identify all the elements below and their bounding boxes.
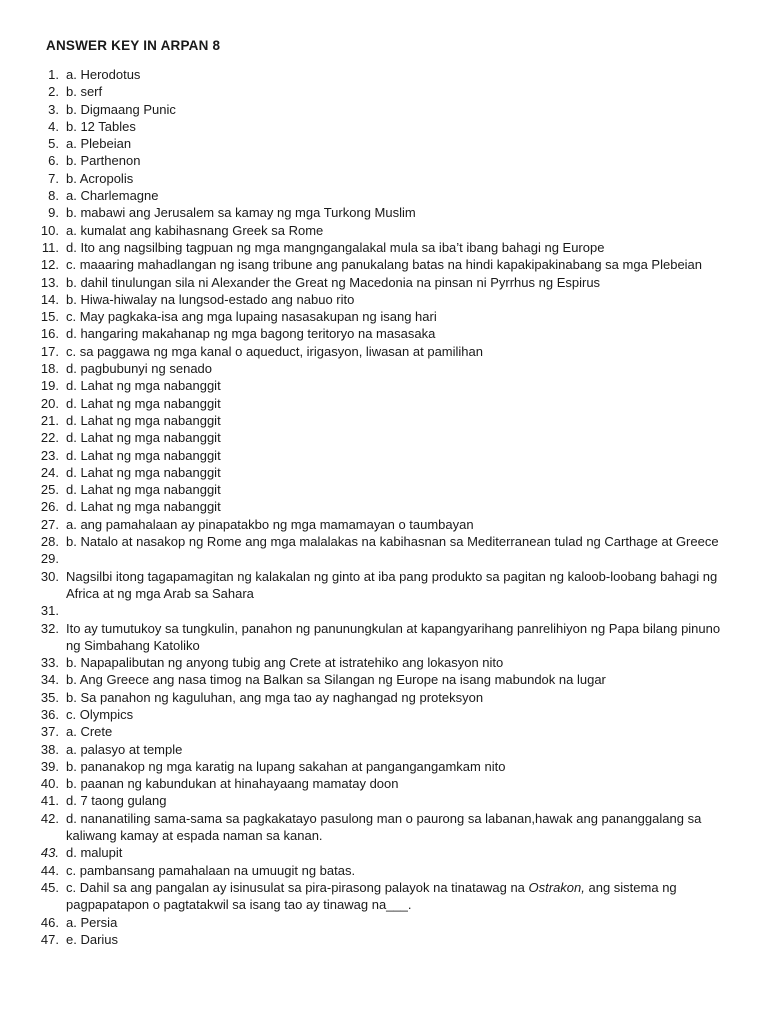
answer-item [0, 118, 740, 135]
answer-item [0, 447, 740, 464]
answer-item [0, 377, 740, 394]
answer-number: 18. [40, 361, 59, 377]
answer-item [0, 498, 740, 515]
answer-text: d. Lahat ng mga nabanggit [66, 499, 221, 515]
answer-text: c. pambansang pamahalaan na umuugit ng batas. [66, 862, 356, 878]
answer-number: 10. [40, 222, 59, 238]
answer-text: d. hangaring makahanap ng mga bagong teritoryo na masasaka [66, 326, 436, 342]
answer-item [0, 481, 740, 498]
answer-text-part: ang sistema ng pagpapatapon o pagtatakwil sa isang tao ay tinawag na___. [66, 879, 677, 913]
answer-number: 19. [40, 378, 59, 394]
answer-text: d. malupit [66, 845, 123, 861]
answer-number: 41. [40, 793, 59, 809]
answer-text: d. Lahat ng mga nabanggit [66, 447, 221, 463]
answer-item [0, 83, 740, 100]
answer-number: 40. [40, 776, 59, 792]
answer-text: b. mabawi ang Jerusalem sa kamay ng mga Turkong Muslim [66, 205, 416, 221]
answer-text: d. Lahat ng mga nabanggit [66, 482, 221, 498]
answer-text: a. ang pamahalaan ay pinapatakbo ng mga mamamayan o taumbayan [66, 516, 474, 532]
answer-number: 30. [40, 568, 59, 584]
answer-item [0, 879, 740, 914]
answer-item [0, 239, 740, 256]
answer-item [0, 931, 740, 948]
answer-number: 29. [40, 551, 59, 567]
answer-item [0, 516, 740, 533]
answer-item [0, 256, 740, 273]
document-title: ANSWER KEY IN ARPAN 8 [46, 38, 221, 53]
answer-number: 46. [40, 914, 59, 930]
answer-item [0, 775, 740, 792]
answer-text: a. Herodotus [66, 67, 141, 82]
answer-item [0, 429, 740, 446]
answer-number: 43. [40, 845, 59, 861]
answer-number: 15. [40, 309, 59, 325]
answer-number: 1. [48, 67, 59, 82]
answer-item [0, 464, 740, 481]
answer-item [0, 170, 740, 187]
answer-item [0, 706, 740, 723]
answer-text: c. May pagkaka-isa ang mga lupaing nasasakupan ng isang hari [66, 309, 437, 325]
answer-text: e. Darius [66, 931, 119, 947]
answer-text: a. Crete [66, 724, 113, 740]
answer-item [0, 343, 740, 360]
answer-text: d. Lahat ng mga nabanggit [66, 395, 221, 411]
answer-text: d. Lahat ng mga nabanggit [66, 378, 221, 394]
answer-text: c. sa paggawa ng mga kanal o aqueduct, irigasyon, liwasan at pamilihan [66, 343, 483, 359]
answer-item [0, 325, 740, 342]
answer-text: a. Persia [66, 914, 118, 930]
answer-item [0, 204, 740, 221]
answer-text: d. Lahat ng mga nabanggit [66, 430, 221, 446]
answer-item [0, 689, 740, 706]
answer-number: 45. [40, 879, 59, 895]
answer-number: 36. [40, 706, 59, 722]
answer-number: 37. [40, 724, 59, 740]
answer-text: b. Hiwa-hiwalay na lungsod-estado ang nabuo rito [66, 291, 355, 307]
answer-text: d. pagbubunyi ng senado [66, 361, 213, 377]
answer-number: 32. [40, 620, 59, 636]
answer-number: 25. [40, 482, 59, 498]
answer-text: d. Lahat ng mga nabanggit [66, 464, 221, 480]
answer-number: 39. [40, 758, 59, 774]
answer-number: 22. [40, 430, 59, 446]
answer-item [0, 862, 740, 879]
answer-text-part: c. Dahil sa ang pangalan ay isinusulat sa pira-pirasong palayok na tinatawag na [66, 879, 529, 895]
answer-item [0, 412, 740, 429]
answer-number: 8. [48, 188, 59, 204]
answer-number: 23. [40, 447, 59, 463]
answer-item [0, 308, 740, 325]
answer-text: a. palasyo at temple [66, 741, 183, 757]
answer-number: 11. [41, 239, 59, 255]
answer-list [0, 66, 740, 948]
answer-text: b. pananakop ng mga karatig na lupang sakahan at pangangangamkam nito [66, 758, 506, 774]
answer-text: c. Olympics [66, 706, 134, 722]
answer-text: b. Ang Greece ang nasa timog na Balkan sa Silangan ng Europe na isang mabundok na lugar [66, 672, 606, 688]
answer-number: 35. [40, 689, 59, 705]
answer-item [0, 914, 740, 931]
answer-number: 20. [40, 395, 59, 411]
answer-number: 47. [40, 931, 59, 947]
answer-number: 4. [48, 118, 59, 134]
answer-item [0, 792, 740, 809]
answer-number: 31. [40, 603, 59, 619]
answer-number: 44. [40, 862, 59, 878]
answer-text: b. Acropolis [66, 170, 134, 186]
answer-text: b. Sa panahon ng kaguluhan, ang mga tao ay naghangad ng proteksyon [66, 689, 484, 705]
answer-item [0, 152, 740, 169]
answer-text: c. maaaring mahadlangan ng isang tribune ang panukalang batas na hindi kapakipakinabang sa mga Plebeian [66, 257, 703, 273]
answer-item [0, 187, 740, 204]
answer-item [0, 135, 740, 152]
answer-number: 3. [48, 101, 59, 117]
answer-item [0, 222, 740, 239]
answer-text: d. 7 taong gulang [66, 793, 167, 809]
answer-text: a. Plebeian [66, 136, 132, 152]
answer-number: 12. [40, 257, 59, 273]
answer-item [0, 654, 740, 671]
answer-number: 21. [40, 412, 59, 428]
answer-text: Nagsilbi itong tagapamagitan ng kalakalan ng ginto at iba pang produkto sa pagitan ng kaloob-loobang bahagi ng Africa at ng mga Arab sa Sahara [66, 568, 718, 601]
answer-item [0, 533, 740, 550]
answer-text: b. 12 Tables [66, 118, 136, 134]
answer-item [0, 274, 740, 291]
answer-number: 6. [48, 153, 59, 169]
answer-number: 17. [40, 343, 59, 359]
answer-text: b. Digmaang Punic [66, 101, 176, 117]
answer-text: a. Charlemagne [66, 188, 159, 204]
answer-number: 38. [40, 741, 59, 757]
answer-number: 24. [40, 464, 59, 480]
answer-item [0, 395, 740, 412]
answer-text: b. Natalo at nasakop ng Rome ang mga malalakas na kabihasnan sa Mediterranean tulad ng Carthage at Greece [66, 534, 719, 550]
answer-text: b. serf [66, 84, 103, 100]
answer-number: 42. [40, 810, 59, 826]
answer-item [0, 291, 740, 308]
answer-item [0, 671, 740, 688]
answer-text: b. Napapalibutan ng anyong tubig ang Crete at istratehiko ang lokasyon nito [66, 655, 504, 671]
answer-number: 5. [48, 136, 59, 152]
answer-item [0, 568, 740, 603]
answer-number: 13. [40, 274, 59, 290]
answer-number: 26. [40, 499, 59, 515]
answer-number: 28. [40, 534, 59, 550]
answer-item [0, 550, 740, 567]
answer-number: 16. [40, 326, 59, 342]
answer-item [0, 66, 740, 83]
answer-text [66, 879, 740, 914]
answer-item [0, 844, 740, 861]
answer-text: b. paanan ng kabundukan at hinahayaang mamatay doon [66, 776, 399, 792]
answer-number: 34. [40, 672, 59, 688]
answer-number: 9. [48, 205, 59, 221]
answer-item [0, 758, 740, 775]
answer-text: a. kumalat ang kabihasnang Greek sa Rome [66, 222, 324, 238]
answer-item [0, 620, 740, 655]
answer-text: Ito ay tumutukoy sa tungkulin, panahon ng panunungkulan at kapangyarihang panrelihiyon ng Papa bilang pinuno ng Simbahang Katoliko [66, 620, 721, 653]
answer-number: 14. [40, 291, 59, 307]
answer-text: b. Parthenon [66, 153, 141, 169]
answer-number: 27. [40, 516, 59, 532]
answer-text: d. Lahat ng mga nabanggit [66, 412, 221, 428]
answer-text: d. Ito ang nagsilbing tagpuan ng mga mangngangalakal mula sa iba’t ibang bahagi ng Europe [66, 239, 605, 255]
answer-item [0, 810, 740, 845]
answer-number: 33. [40, 655, 59, 671]
answer-item [0, 101, 740, 118]
answer-text: d. nananatiling sama-sama sa pagkakatayo pasulong man o paurong sa labanan,hawak ang pananggalang sa kaliwang kamay at espada naman sa kanan. [66, 810, 702, 844]
answer-item [0, 723, 740, 740]
answer-item [0, 360, 740, 377]
answer-text: b. dahil tinulungan sila ni Alexander the Great ng Macedonia na pinsan ni Pyrrhus ng Espirus [66, 274, 601, 290]
answer-item [0, 741, 740, 758]
answer-text-emphasis: Ostrakon, [528, 879, 585, 895]
answer-item [0, 602, 740, 619]
answer-number: 7. [48, 170, 59, 186]
answer-number: 2. [48, 84, 59, 100]
